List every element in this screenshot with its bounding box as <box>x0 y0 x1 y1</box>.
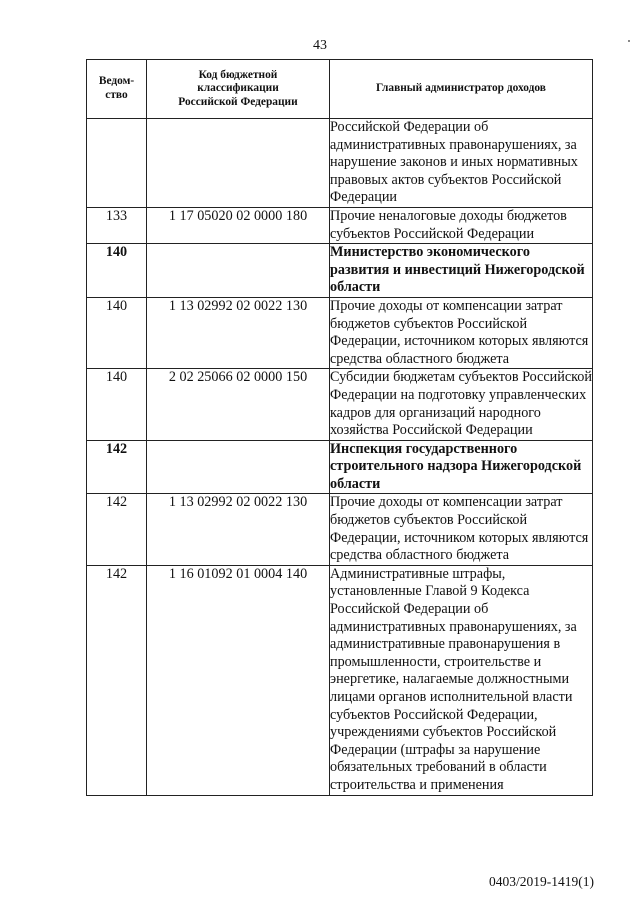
department-cell: 140 <box>87 297 147 368</box>
table-row <box>87 565 593 795</box>
scan-artifact <box>628 40 630 42</box>
department-cell: 133 <box>87 207 147 243</box>
code-cell: 1 13 02992 02 0022 130 <box>147 297 330 368</box>
code-cell <box>147 244 330 298</box>
header-code: Код бюджетной классификации Российской Федерации <box>147 60 330 119</box>
document-code: 0403/2019-1419(1) <box>489 874 594 889</box>
administrator-cell: Административные штрафы, установленные Главой 9 Кодекса Российской Федерации об административных правонарушениях, за административные правонарушения в промышленности, строительстве и энергетике, налагаемые должностными лицами органов исполнительной власти субъектов Российской Федерации, учреждениями субъектов Российской Федерации (штрафы за нарушение обязательных требований в области строительства и применения <box>330 565 593 795</box>
table-row <box>87 369 593 440</box>
page-number: 43 <box>313 38 327 53</box>
table-row <box>87 440 593 494</box>
administrator-cell: Российской Федерации об административных правонарушениях, за нарушение законов и иных нормативных правовых актов субъектов Российской Федерации <box>330 119 593 208</box>
administrator-cell: Прочие доходы от компенсации затрат бюджетов субъектов Российской Федерации, источником которых являются средства областного бюджета <box>330 297 593 368</box>
table-row <box>87 494 593 565</box>
table-row <box>87 244 593 298</box>
code-cell: 1 17 05020 02 0000 180 <box>147 207 330 243</box>
table-row <box>87 119 593 208</box>
code-cell: 2 02 25066 02 0000 150 <box>147 369 330 440</box>
administrator-cell: Прочие неналоговые доходы бюджетов субъектов Российской Федерации <box>330 207 593 243</box>
department-cell: 142 <box>87 494 147 565</box>
table-row <box>87 297 593 368</box>
code-cell: 1 13 02992 02 0022 130 <box>147 494 330 565</box>
department-cell <box>87 119 147 208</box>
header-administrator: Главный администратор доходов <box>330 60 593 119</box>
code-cell <box>147 440 330 494</box>
code-cell: 1 16 01092 01 0004 140 <box>147 565 330 795</box>
administrator-cell: Инспекция государственного строительного надзора Нижегородской области <box>330 440 593 494</box>
revenue-administrators-table <box>86 59 593 796</box>
table-header-row <box>87 60 593 119</box>
administrator-cell: Министерство экономического развития и инвестиций Нижегородской области <box>330 244 593 298</box>
administrator-cell: Субсидии бюджетам субъектов Российской Федерации на подготовку управленческих кадров для организаций народного хозяйства Российской Федерации <box>330 369 593 440</box>
table-body <box>87 119 593 796</box>
administrator-cell: Прочие доходы от компенсации затрат бюджетов субъектов Российской Федерации, источником которых являются средства областного бюджета <box>330 494 593 565</box>
code-cell <box>147 119 330 208</box>
table-row <box>87 207 593 243</box>
department-cell: 140 <box>87 369 147 440</box>
department-cell: 142 <box>87 440 147 494</box>
header-department: Ведом- ство <box>87 60 147 119</box>
department-cell: 142 <box>87 565 147 795</box>
department-cell: 140 <box>87 244 147 298</box>
